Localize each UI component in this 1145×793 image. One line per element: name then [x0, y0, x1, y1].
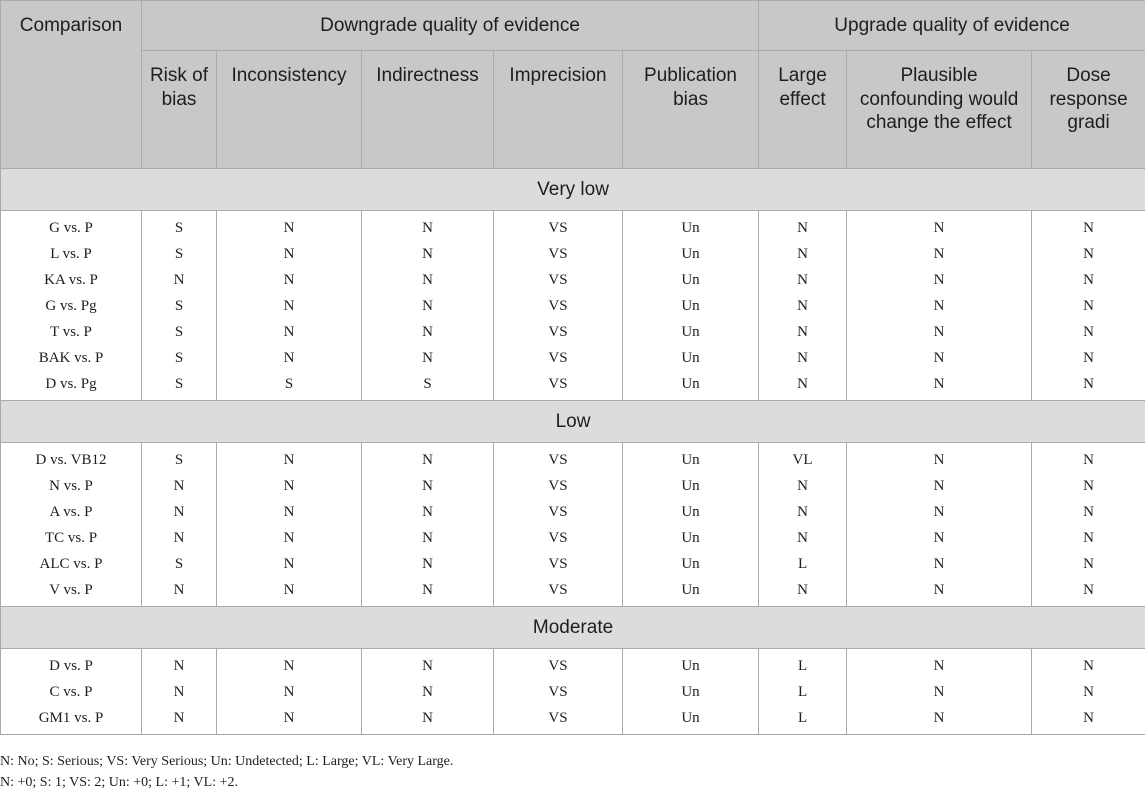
rating-cell: S	[142, 241, 217, 267]
table-header	[1, 1, 1145, 169]
rating-cell: VS	[494, 473, 623, 499]
rating-cell: N	[847, 371, 1032, 401]
rating-cell: VS	[494, 649, 623, 680]
rating-cell: N	[217, 293, 362, 319]
rating-cell: VS	[494, 679, 623, 705]
table-row	[1, 345, 1145, 371]
rating-cell: N	[142, 499, 217, 525]
rating-cell: N	[362, 525, 494, 551]
rating-cell: Un	[623, 705, 759, 735]
footnotes	[0, 751, 453, 793]
rating-cell: N	[1032, 319, 1145, 345]
rating-cell: VS	[494, 267, 623, 293]
rating-cell: N	[847, 551, 1032, 577]
rating-cell: S	[362, 371, 494, 401]
rating-cell: N	[142, 577, 217, 607]
rating-cell: VS	[494, 525, 623, 551]
rating-cell: N	[142, 679, 217, 705]
comparison-cell: G vs. P	[1, 211, 142, 242]
comparison-cell: T vs. P	[1, 319, 142, 345]
rating-cell: N	[142, 473, 217, 499]
column-header-large-effect: Large effect	[759, 51, 847, 169]
comparison-cell: GM1 vs. P	[1, 705, 142, 735]
rating-cell: N	[1032, 551, 1145, 577]
rating-cell: N	[847, 525, 1032, 551]
rating-cell: N	[362, 679, 494, 705]
rating-cell: S	[142, 293, 217, 319]
comparison-cell: BAK vs. P	[1, 345, 142, 371]
downgrade-group-header: Downgrade quality of evidence	[142, 1, 759, 51]
rating-cell: Un	[623, 371, 759, 401]
rating-cell: VS	[494, 345, 623, 371]
rating-cell: N	[362, 293, 494, 319]
rating-cell: VS	[494, 211, 623, 242]
section-row	[1, 401, 1145, 443]
column-header-imprecision: Imprecision	[494, 51, 623, 169]
rating-cell: Un	[623, 319, 759, 345]
rating-cell: VS	[494, 551, 623, 577]
rating-cell: N	[217, 705, 362, 735]
table-body	[1, 169, 1145, 735]
rating-cell: N	[759, 525, 847, 551]
rating-cell: S	[142, 371, 217, 401]
comparison-cell: A vs. P	[1, 499, 142, 525]
rating-cell: N	[362, 241, 494, 267]
rating-cell: N	[1032, 371, 1145, 401]
rating-cell: N	[759, 577, 847, 607]
rating-cell: N	[847, 679, 1032, 705]
rating-cell: N	[759, 345, 847, 371]
comparison-header: Comparison	[1, 1, 142, 169]
rating-cell: N	[217, 577, 362, 607]
comparison-cell: D vs. VB12	[1, 443, 142, 474]
rating-cell: N	[362, 649, 494, 680]
rating-cell: N	[217, 345, 362, 371]
rating-cell: N	[847, 473, 1032, 499]
table-row	[1, 473, 1145, 499]
rating-cell: Un	[623, 267, 759, 293]
rating-cell: N	[362, 705, 494, 735]
rating-cell: S	[142, 319, 217, 345]
comparison-cell: N vs. P	[1, 473, 142, 499]
rating-cell: N	[847, 319, 1032, 345]
section-title: Low	[1, 401, 1145, 443]
rating-cell: N	[759, 241, 847, 267]
rating-cell: Un	[623, 577, 759, 607]
rating-cell: S	[142, 211, 217, 242]
rating-cell: N	[1032, 649, 1145, 680]
table-row	[1, 211, 1145, 242]
table-row	[1, 525, 1145, 551]
rating-cell: VS	[494, 499, 623, 525]
rating-cell: N	[1032, 525, 1145, 551]
rating-cell: N	[847, 499, 1032, 525]
column-header-risk-of-bias: Risk of bias	[142, 51, 217, 169]
rating-cell: N	[847, 211, 1032, 242]
column-header-publication-bias: Publication bias	[623, 51, 759, 169]
footnote-scores: N: +0; S: 1; VS: 2; Un: +0; L: +1; VL: +2.	[0, 772, 453, 793]
table-row	[1, 293, 1145, 319]
rating-cell: N	[217, 473, 362, 499]
table-row	[1, 443, 1145, 474]
rating-cell: VL	[759, 443, 847, 474]
rating-cell: N	[1032, 267, 1145, 293]
comparison-cell: V vs. P	[1, 577, 142, 607]
rating-cell: N	[847, 443, 1032, 474]
rating-cell: N	[759, 267, 847, 293]
rating-cell: N	[362, 267, 494, 293]
rating-cell: N	[217, 525, 362, 551]
rating-cell: N	[1032, 705, 1145, 735]
rating-cell: VS	[494, 443, 623, 474]
rating-cell: Un	[623, 293, 759, 319]
rating-cell: L	[759, 679, 847, 705]
rating-cell: VS	[494, 371, 623, 401]
table-row	[1, 267, 1145, 293]
section-title: Moderate	[1, 607, 1145, 649]
table-row	[1, 371, 1145, 401]
rating-cell: Un	[623, 679, 759, 705]
rating-cell: N	[759, 473, 847, 499]
rating-cell: VS	[494, 293, 623, 319]
rating-cell: Un	[623, 443, 759, 474]
rating-cell: N	[217, 499, 362, 525]
rating-cell: N	[217, 551, 362, 577]
comparison-cell: D vs. P	[1, 649, 142, 680]
footnote-abbreviations: N: No; S: Serious; VS: Very Serious; Un: Undetected; L: Large; VL: Very Large.	[0, 751, 453, 772]
rating-cell: N	[1032, 499, 1145, 525]
column-header-dose-response: Dose response gradi	[1032, 51, 1145, 169]
rating-cell: VS	[494, 705, 623, 735]
rating-cell: N	[362, 345, 494, 371]
rating-cell: N	[217, 679, 362, 705]
table-row	[1, 551, 1145, 577]
rating-cell: Un	[623, 525, 759, 551]
rating-cell: N	[362, 319, 494, 345]
upgrade-group-header: Upgrade quality of evidence	[759, 1, 1145, 51]
table-row	[1, 649, 1145, 680]
rating-cell: N	[362, 577, 494, 607]
comparison-cell: G vs. Pg	[1, 293, 142, 319]
rating-cell: N	[759, 293, 847, 319]
table-row	[1, 679, 1145, 705]
rating-cell: N	[217, 319, 362, 345]
column-header-indirectness: Indirectness	[362, 51, 494, 169]
rating-cell: N	[142, 525, 217, 551]
rating-cell: N	[142, 267, 217, 293]
rating-cell: S	[217, 371, 362, 401]
rating-cell: N	[217, 649, 362, 680]
rating-cell: N	[142, 649, 217, 680]
rating-cell: N	[142, 705, 217, 735]
column-header-plausible-confounding: Plausible confounding would change the effect	[847, 51, 1032, 169]
rating-cell: N	[1032, 241, 1145, 267]
rating-cell: N	[1032, 473, 1145, 499]
rating-cell: N	[847, 345, 1032, 371]
table-row	[1, 499, 1145, 525]
rating-cell: N	[217, 267, 362, 293]
section-row	[1, 607, 1145, 649]
rating-cell: N	[362, 473, 494, 499]
comparison-cell: TC vs. P	[1, 525, 142, 551]
rating-cell: N	[1032, 211, 1145, 242]
rating-cell: N	[759, 211, 847, 242]
rating-cell: N	[1032, 577, 1145, 607]
rating-cell: N	[847, 577, 1032, 607]
rating-cell: N	[1032, 345, 1145, 371]
rating-cell: N	[217, 211, 362, 242]
rating-cell: L	[759, 551, 847, 577]
rating-cell: L	[759, 649, 847, 680]
rating-cell: N	[759, 371, 847, 401]
comparison-cell: KA vs. P	[1, 267, 142, 293]
rating-cell: N	[217, 443, 362, 474]
rating-cell: N	[847, 649, 1032, 680]
rating-cell: N	[847, 267, 1032, 293]
column-header-inconsistency: Inconsistency	[217, 51, 362, 169]
section-title: Very low	[1, 169, 1145, 211]
rating-cell: L	[759, 705, 847, 735]
rating-cell: Un	[623, 551, 759, 577]
rating-cell: N	[362, 211, 494, 242]
rating-cell: Un	[623, 345, 759, 371]
section-row	[1, 169, 1145, 211]
table-row	[1, 241, 1145, 267]
rating-cell: Un	[623, 499, 759, 525]
comparison-cell: D vs. Pg	[1, 371, 142, 401]
rating-cell: N	[759, 499, 847, 525]
rating-cell: N	[362, 551, 494, 577]
rating-cell: S	[142, 443, 217, 474]
rating-cell: N	[847, 705, 1032, 735]
rating-cell: N	[1032, 679, 1145, 705]
rating-cell: VS	[494, 319, 623, 345]
rating-cell: N	[362, 499, 494, 525]
rating-cell: S	[142, 345, 217, 371]
table-row	[1, 577, 1145, 607]
rating-cell: N	[847, 241, 1032, 267]
rating-cell: S	[142, 551, 217, 577]
comparison-cell: C vs. P	[1, 679, 142, 705]
rating-cell: Un	[623, 649, 759, 680]
rating-cell: N	[1032, 443, 1145, 474]
rating-cell: N	[759, 319, 847, 345]
rating-cell: N	[847, 293, 1032, 319]
comparison-cell: L vs. P	[1, 241, 142, 267]
comparison-cell: ALC vs. P	[1, 551, 142, 577]
rating-cell: Un	[623, 473, 759, 499]
table-row	[1, 319, 1145, 345]
table-row	[1, 705, 1145, 735]
rating-cell: Un	[623, 211, 759, 242]
rating-cell: N	[362, 443, 494, 474]
rating-cell: N	[1032, 293, 1145, 319]
rating-cell: VS	[494, 241, 623, 267]
rating-cell: VS	[494, 577, 623, 607]
rating-cell: Un	[623, 241, 759, 267]
rating-cell: N	[217, 241, 362, 267]
